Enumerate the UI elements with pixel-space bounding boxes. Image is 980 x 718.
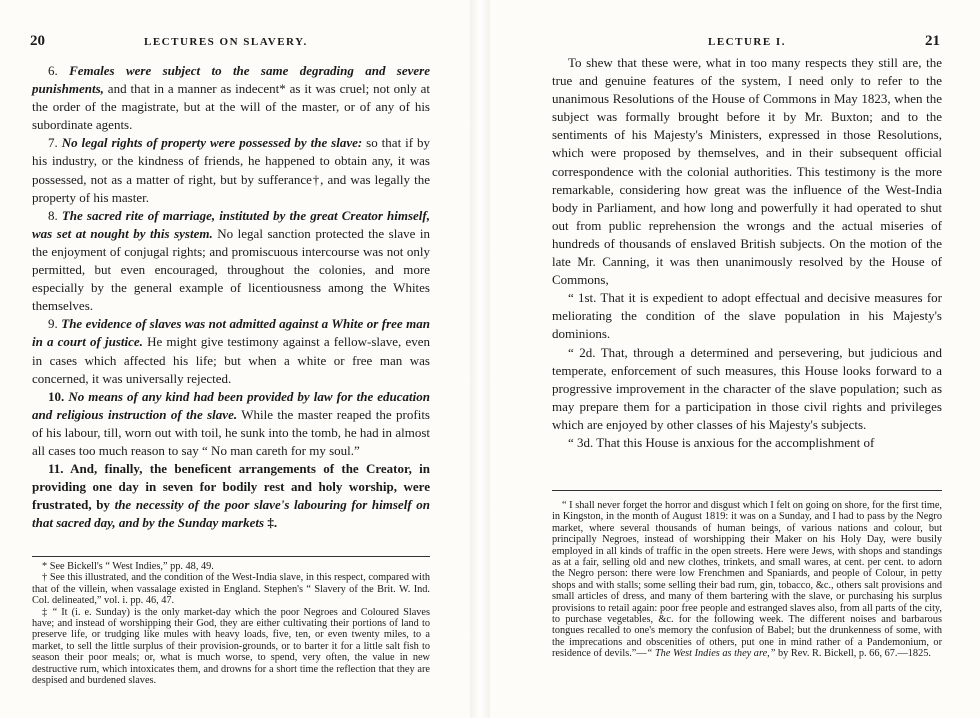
paragraph-intro: To shew that these were, what in too many respects they still are, the true and genuine features of the system, I need only to refer to the unanimous Resolutions of the House of Commons in May 1823, when the subject was formally brought before it by Mr. Buxton; and to the sentiments of his Majesty's Ministers, expressed in those Resolutions, which were proposed by themselves, and in their subsequent official correspondence with the colonial authorities. This testimony is the more remarkable, considering how great was the influence of the West-India body in Parliament, and how long and powerfully it had operated to shut out from public reprehension the wrongs and the actual miseries of hundreds of thousands of enslaved British subjects. On the motion of the late Mr. Canning, it was then unanimously resolved by the House of Commons,	[552, 55, 942, 288]
footnote-dagger: † See this illustrated, and the condition of the West-India slave, in this respect, compared with that of the villein, when vassalage existed in England. Stephen's “ Slavery of the Brit. W. Ind. Col. delineated,” vol. i. pp. 46, 47.	[32, 572, 430, 607]
resolution-1st: “ 1st. That it is expedient to adopt effectual and decisive measures for meliorating the condition of the slave population in his Majesty's dominions.	[552, 290, 942, 342]
footnote-rule-left	[32, 556, 430, 557]
paragraph-6: 6. Females were subject to the same degrading and severe punishments, and that in a manner as indecent* as it was cruel; not only at the order of the magistrate, but at the will of the master, or of any of his subordinate agents.	[32, 63, 430, 133]
page-number-left: 20	[30, 33, 45, 49]
running-head-left: LECTURES ON SLAVERY.	[144, 36, 308, 48]
paragraph-10: 10. No means of any kind had been provided by law for the education and religious instruction of the slave. While the master reaped the profits of his labour, till, worn out with toil, he sunk into the tomb, he had in almost all cases too much reason to say “ No man careth for my soul.”	[32, 388, 431, 458]
footnote-double-dagger: ‡ “ It (i. e. Sunday) is the only market-day which the poor Negroes and Coloured Slaves have; and instead of worshipping their God, they are either cultivating their portions of land to preserve life, or trudging like mules with heavy loads, five, ten, or even twenty miles, to a market, to sell the little surplus of their provision-grounds, or to barter it for a little salt fish to season their poor meals; or, what is much worse, to spend, very often, the value in new destructive rum, which intoxicates them, and drowns for a short time the reflection that they are despised and burdened slaves.	[32, 606, 430, 687]
resolution-2d: “ 2d. That, through a determined and persevering, but judicious and temperate, enforcement of such measures, this House looks forward to a progressive improvement in the character of the slave population; such as may prepare them for a participation in those civil rights and privileges which are enjoyed by other classes of his Majesty's subjects.	[552, 344, 942, 432]
left-footnotes	[32, 561, 430, 686]
resolution-3d: “ 3d. That this House is anxious for the accomplishment of	[568, 434, 875, 450]
footnote-bickell: “ I shall never forget the horror and disgust which I felt on going on shore, for the first time, in Kingston, in the month of August 1819: it was on a Sunday, and I had to pass by the Negro market, where several thousands of human beings, of various nations and colour, but principally Negroes, instead of worshipping their Maker on his Holy Day, were busily employed in all kinds of traffic in the open streets. Here were Jews, with shops and standings as at a fair, selling old and new clothes, trinkets, and small wares, at cent. per cent. to adorn the Negro person: there were low Frenchmen and Spaniards, and people of Colour, in petty shops and with stalls; some selling their bad rum, gin, tobacco, &c., others salt provisions and small articles of dress, and many of them bartering with the slave, or purchasing his surplus provisions to retail again: poor free people and estranged slaves also, from all parts of the city, to purchase vegetables, &c. for the following week. The different noises and barbarous tongues recalled to one's memory the confusion of Babel; but the drunkenness of some, with the imprecations and obscenities of others, put one in mind rather of a Pandemonium, or residence of devils.”—“ The West Indies as they are,” by Rev. R. Bickell, p. 66, 67.—1825.	[552, 500, 942, 660]
footnote-rule-right	[552, 490, 942, 491]
paragraph-7: 7. No legal rights of property were possessed by the slave: so that if by his industry, or the kindness of friends, he happened to obtain any, it was possessed, not as a matter of right, but by sufferance†, and was legally the property of his master.	[32, 135, 431, 205]
right-body-text	[552, 54, 942, 452]
left-body-text	[32, 62, 430, 532]
right-page	[490, 0, 980, 718]
paragraph-8: 8. The sacred rite of marriage, instituted by the great Creator himself, was set at nought by this system. No legal sanction protected the slave in the enjoyment of conjugal rights; and promiscuous intercourse was not only permitted, but even encouraged, throughout the colonies, and more especially by the general example of licentiousness among the Whites themselves.	[32, 207, 431, 314]
page-number-right: 21	[925, 33, 940, 49]
paragraph-9: 9. The evidence of slaves was not admitted against a White or free man in a court of justice. He might give testimony against a fellow-slave, even in cases which affected his life; but when a white or free man was concerned, it was universally rejected.	[32, 316, 431, 386]
running-head-right: LECTURE I.	[708, 36, 786, 48]
left-page	[0, 0, 470, 718]
right-footnote	[552, 500, 942, 660]
paragraph-11: 11. And, finally, the beneficent arrangements of the Creator, in providing one day in seven for bodily rest and holy worship, were frustrated, by the necessity of the poor slave's labouring for himself on that sacred day, and by the Sunday markets ‡.	[32, 461, 431, 531]
book-gutter	[470, 0, 490, 718]
footnote-asterisk: * See Bickell's “ West Indies,” pp. 48, 49.	[42, 561, 214, 572]
